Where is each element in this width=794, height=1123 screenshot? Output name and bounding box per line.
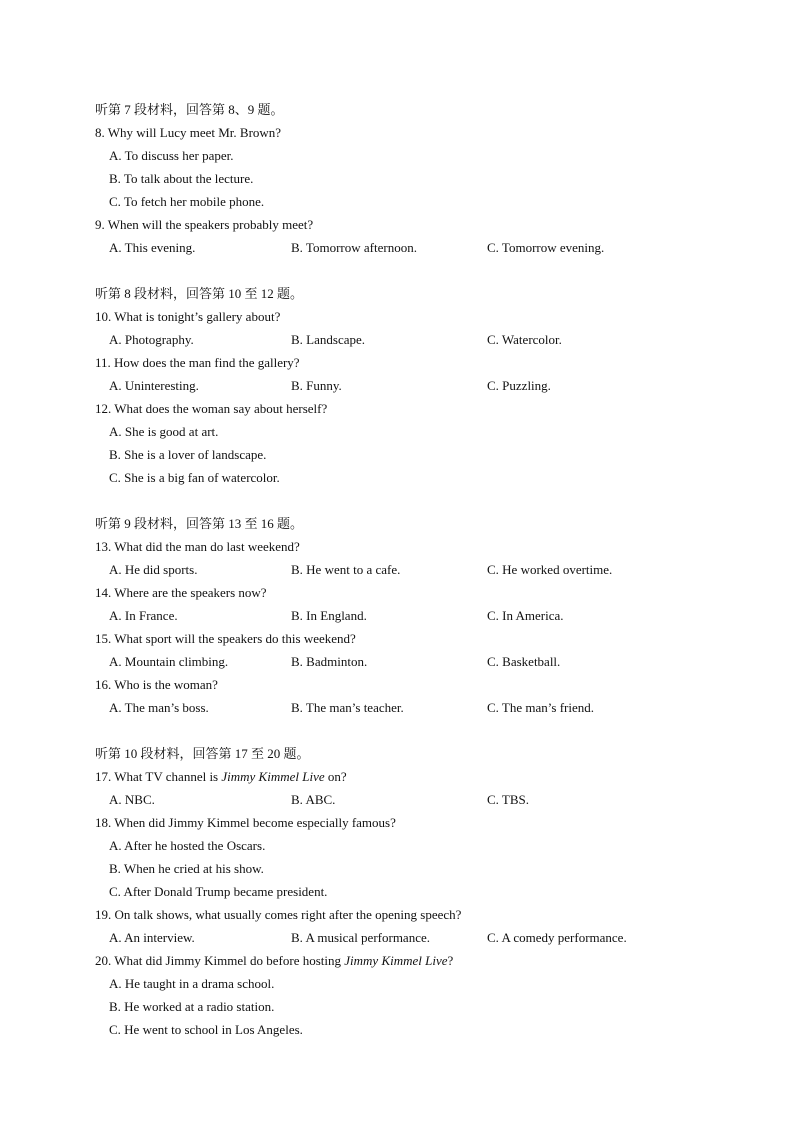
question-text: 18. When did Jimmy Kimmel become especially famous?: [95, 815, 396, 830]
answer-option: C. He went to school in Los Angeles.: [109, 1022, 303, 1037]
question-text: 9. When will the speakers probably meet?: [95, 217, 314, 232]
listening-section: [95, 98, 735, 259]
question-text: 11. How does the man find the gallery?: [95, 355, 300, 370]
answer-option: C. Puzzling.: [487, 378, 551, 393]
question-text-part: ?: [447, 953, 454, 968]
answer-option: C. He worked overtime.: [487, 562, 613, 577]
question-text: 19. On talk shows, what usually comes right after the opening speech?: [95, 907, 462, 922]
show-title: Jimmy Kimmel Live: [344, 953, 448, 968]
answer-option: B. Landscape.: [291, 332, 366, 347]
question-text: [95, 765, 735, 788]
options-row: [95, 926, 735, 949]
listening-section: [95, 282, 735, 489]
answer-option: C. Watercolor.: [487, 332, 562, 347]
answer-option: C. A comedy performance.: [487, 930, 627, 945]
answer-option: A. Mountain climbing.: [109, 654, 229, 669]
options-row: [95, 696, 735, 719]
answer-option: B. When he cried at his show.: [109, 861, 264, 876]
answer-option: C. TBS.: [487, 792, 530, 807]
question-text: 12. What does the woman say about herself?: [95, 401, 328, 416]
answer-option: B. He went to a cafe.: [291, 562, 401, 577]
answer-option: B. A musical performance.: [291, 930, 430, 945]
options-row: [95, 328, 735, 351]
options-row: [95, 650, 735, 673]
answer-option: A. He did sports.: [109, 562, 198, 577]
question-text-part: 17. What TV channel is: [95, 769, 222, 784]
answer-option: A. In France.: [109, 608, 178, 623]
answer-option: C. She is a big fan of watercolor.: [109, 470, 280, 485]
question-text-part: on?: [324, 769, 347, 784]
answer-option: B. Funny.: [291, 378, 342, 393]
answer-option: B. Tomorrow afternoon.: [291, 240, 417, 255]
answer-option: A. NBC.: [109, 792, 155, 807]
section-heading: 听第 9 段材料，回答第 13 至 16 题。: [95, 516, 304, 531]
section-heading: 听第 7 段材料，回答第 8、9 题。: [95, 102, 284, 117]
question-text: 15. What sport will the speakers do this weekend?: [95, 631, 356, 646]
listening-section: [95, 512, 735, 719]
section-heading: 听第 8 段材料，回答第 10 至 12 题。: [95, 286, 304, 301]
answer-option: A. Uninteresting.: [109, 378, 199, 393]
question-text: 8. Why will Lucy meet Mr. Brown?: [95, 125, 282, 140]
answer-option: C. The man’s friend.: [487, 700, 594, 715]
answer-option: C. Tomorrow evening.: [487, 240, 605, 255]
answer-option: A. An interview.: [109, 930, 195, 945]
answer-option: B. The man’s teacher.: [291, 700, 404, 715]
answer-option: B. She is a lover of landscape.: [109, 447, 267, 462]
question-text: 14. Where are the speakers now?: [95, 585, 267, 600]
answer-option: C. To fetch her mobile phone.: [109, 194, 265, 209]
options-row: [95, 788, 735, 811]
options-row: [95, 604, 735, 627]
listening-section: [95, 742, 735, 1041]
question-text: 16. Who is the woman?: [95, 677, 218, 692]
question-text: 10. What is tonight’s gallery about?: [95, 309, 281, 324]
show-title: Jimmy Kimmel Live: [221, 769, 325, 784]
answer-option: A. This evening.: [109, 240, 196, 255]
options-row: [95, 236, 735, 259]
section-heading: 听第 10 段材料，回答第 17 至 20 题。: [95, 746, 310, 761]
answer-option: C. In America.: [487, 608, 564, 623]
answer-option: A. After he hosted the Oscars.: [109, 838, 266, 853]
answer-option: C. After Donald Trump became president.: [109, 884, 328, 899]
answer-option: A. The man’s boss.: [109, 700, 209, 715]
answer-option: B. ABC.: [291, 792, 336, 807]
answer-option: B. To talk about the lecture.: [109, 171, 254, 186]
answer-option: A. She is good at art.: [109, 424, 219, 439]
options-row: [95, 558, 735, 581]
answer-option: A. He taught in a drama school.: [109, 976, 275, 991]
answer-option: B. He worked at a radio station.: [109, 999, 275, 1014]
answer-option: B. In England.: [291, 608, 367, 623]
question-text: 13. What did the man do last weekend?: [95, 539, 300, 554]
answer-option: A. To discuss her paper.: [109, 148, 234, 163]
options-row: [95, 374, 735, 397]
answer-option: B. Badminton.: [291, 654, 368, 669]
question-text: [95, 949, 735, 972]
exam-document: [95, 98, 735, 1064]
answer-option: C. Basketball.: [487, 654, 561, 669]
question-text-part: 20. What did Jimmy Kimmel do before hosting: [95, 953, 345, 968]
answer-option: A. Photography.: [109, 332, 194, 347]
